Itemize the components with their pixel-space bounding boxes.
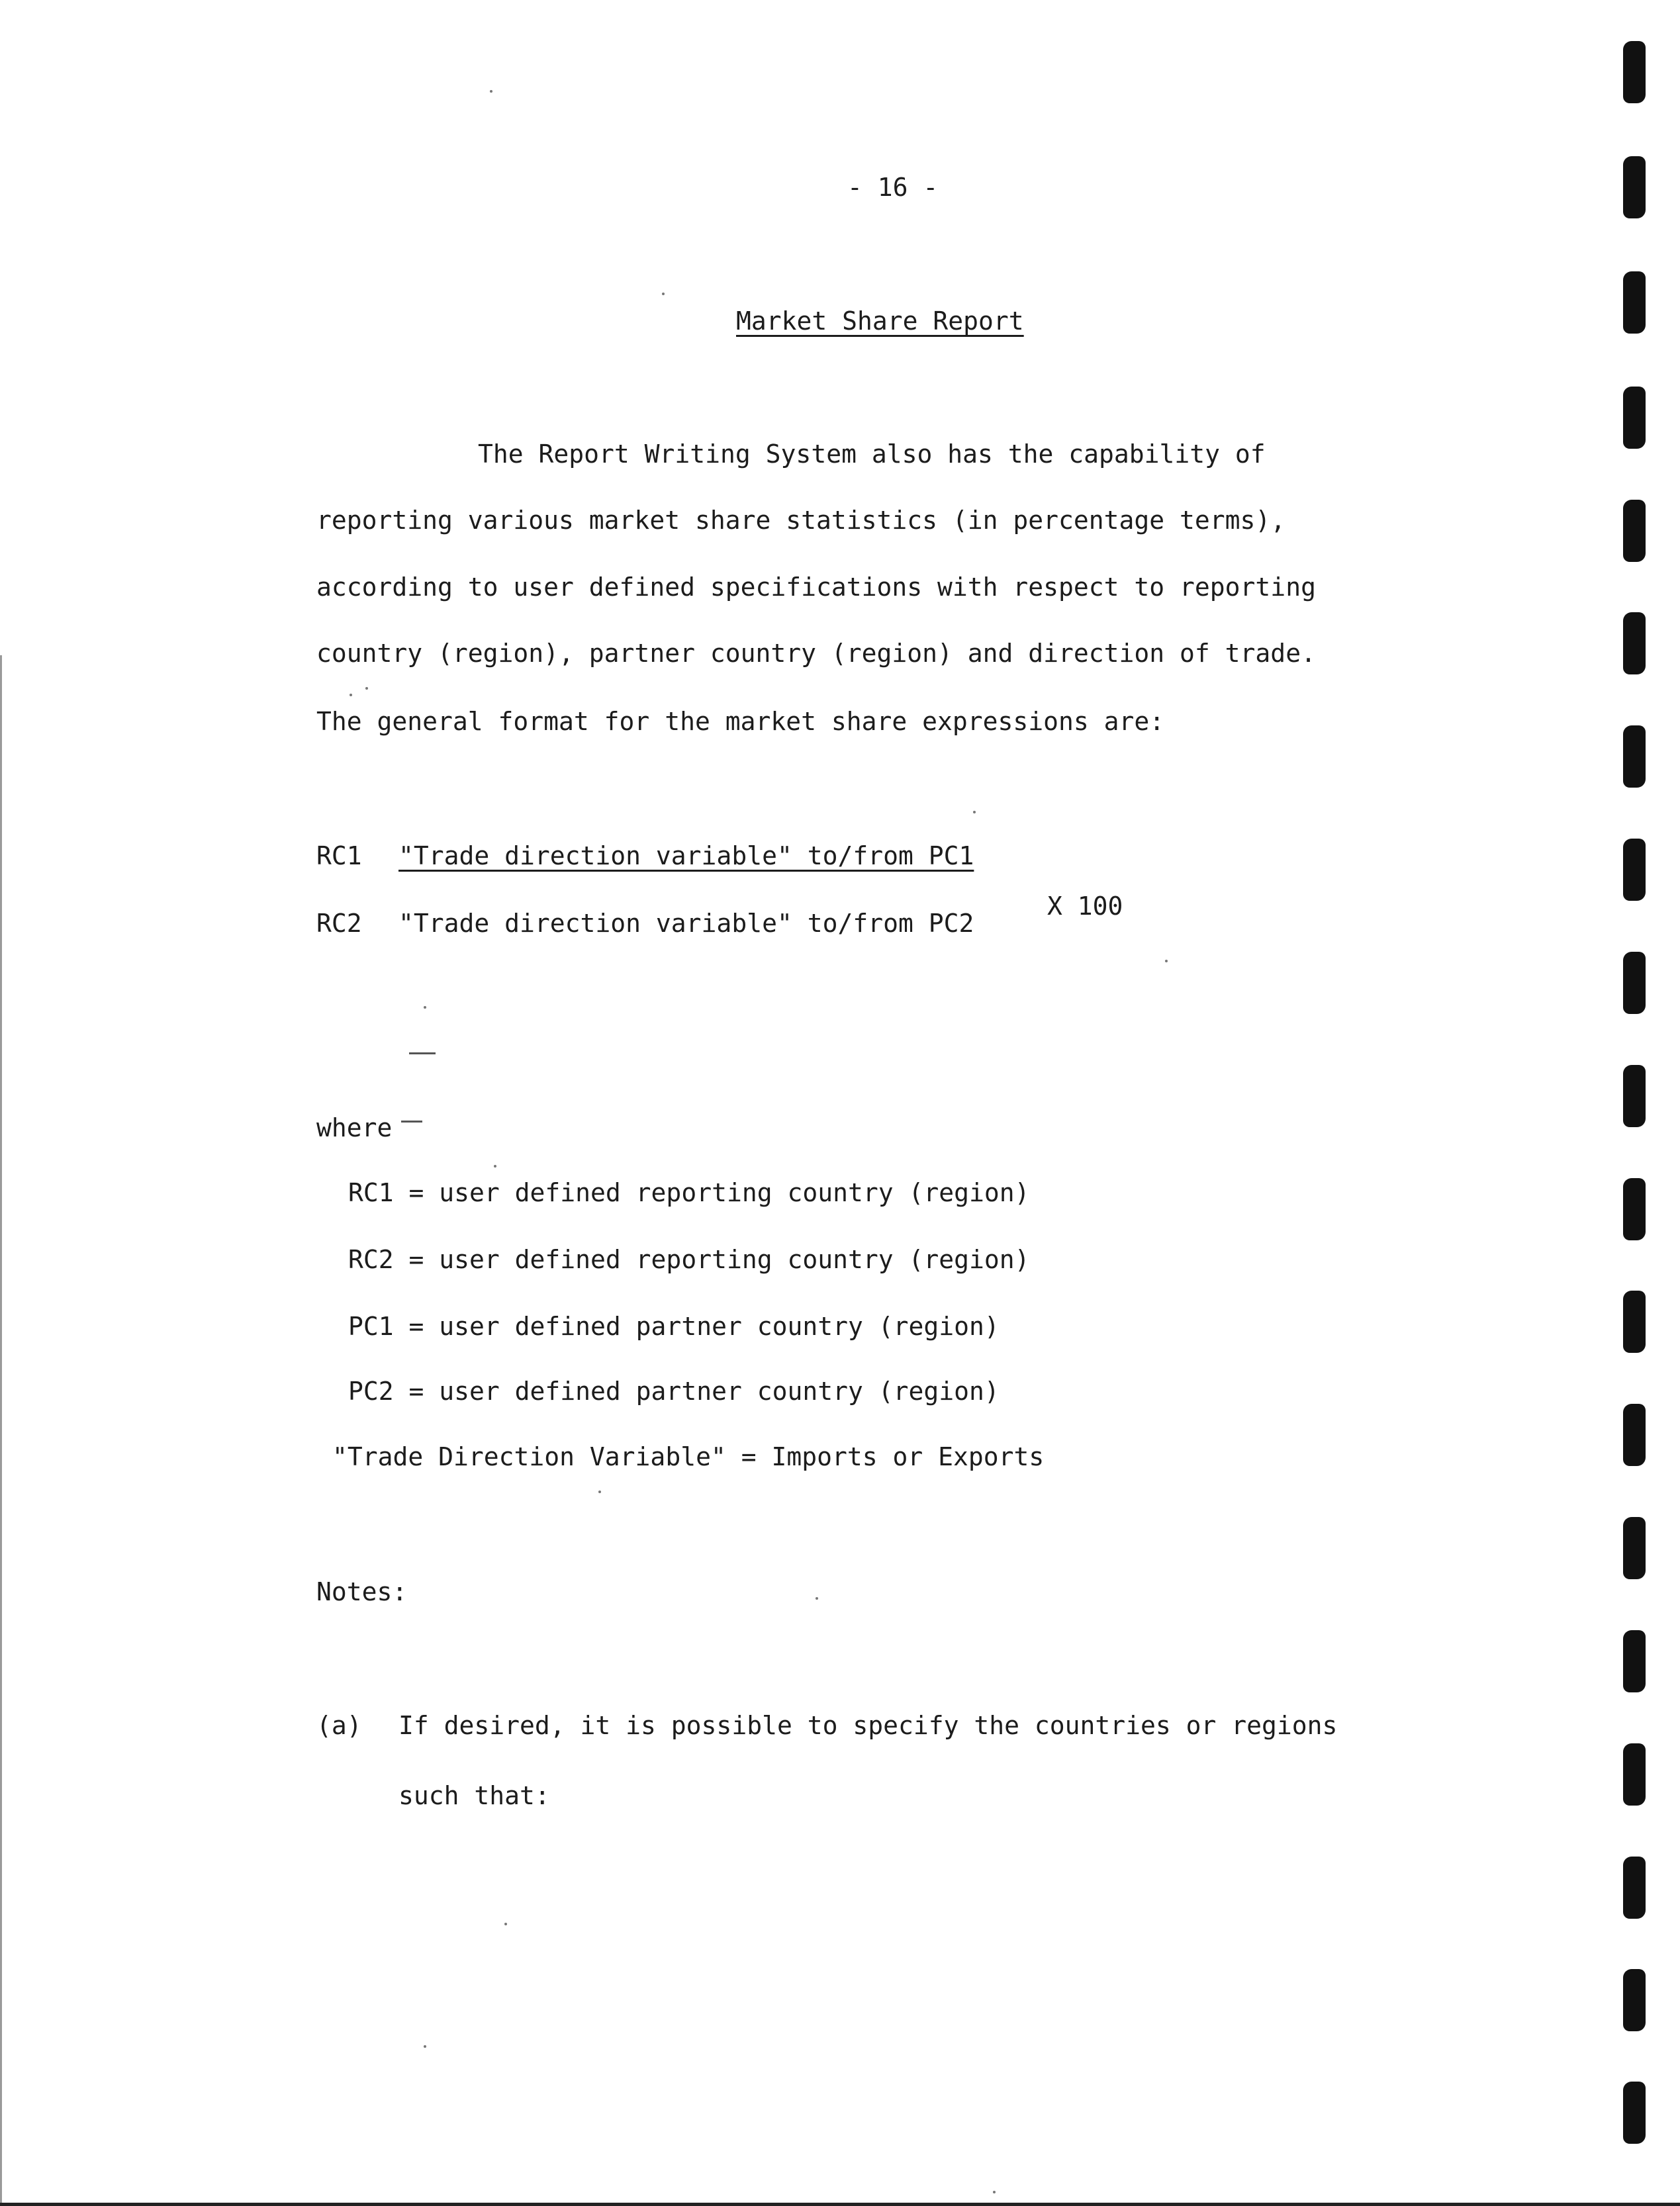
paragraph-line: The Report Writing System also has the capability of <box>478 439 1266 469</box>
definition-item: RC2 = user defined reporting country (region) <box>348 1245 1030 1274</box>
speck <box>490 90 492 93</box>
speck <box>494 1165 496 1168</box>
punch-hole <box>1623 1404 1646 1466</box>
punch-hole <box>1623 1517 1646 1579</box>
speck <box>598 1491 601 1493</box>
speck <box>424 1006 426 1009</box>
definition-item: PC2 = user defined partner country (region) <box>348 1377 1000 1406</box>
punch-hole <box>1623 1630 1646 1692</box>
punch-hole <box>1623 1969 1646 2031</box>
stray-mark <box>409 1052 436 1054</box>
punch-hole <box>1623 839 1646 901</box>
scan-left-edge <box>0 655 2 2206</box>
punch-hole <box>1623 725 1646 788</box>
note-marker: (a) <box>316 1711 362 1740</box>
punch-hole <box>1623 500 1646 562</box>
denominator-expression: "Trade direction variable" to/from PC2 <box>398 909 974 938</box>
paragraph-line: reporting various market share statistics (in percentage terms), <box>316 506 1286 535</box>
definition-item: PC1 = user defined partner country (region) <box>348 1312 1000 1341</box>
paragraph-line: according to user defined specifications with respect to reporting <box>316 573 1316 602</box>
speck <box>973 811 976 813</box>
multiplier: X 100 <box>1047 892 1123 921</box>
punch-hole <box>1623 156 1646 218</box>
punch-hole <box>1623 2082 1646 2144</box>
punch-hole <box>1623 1065 1646 1127</box>
speck <box>1165 960 1168 962</box>
speck <box>993 2191 996 2193</box>
speck <box>504 1923 507 1925</box>
denominator-label: RC2 <box>316 909 362 938</box>
paragraph-line: The general format for the market share expressions are: <box>316 707 1165 736</box>
punch-hole <box>1623 612 1646 674</box>
paragraph-line: country (region), partner country (region) and direction of trade. <box>316 639 1316 668</box>
speck <box>662 293 665 295</box>
speck <box>350 694 352 696</box>
punch-hole <box>1623 1291 1646 1353</box>
note-text: such that: <box>398 1781 550 1810</box>
punch-hole <box>1623 952 1646 1014</box>
numerator-label: RC1 <box>316 841 362 870</box>
definition-item: "Trade Direction Variable" = Imports or Exports <box>332 1442 1045 1471</box>
punch-hole <box>1623 387 1646 449</box>
speck <box>424 2045 426 2048</box>
punch-hole <box>1623 1743 1646 1806</box>
page-number: - 16 - <box>847 173 939 202</box>
where-label: where <box>316 1113 393 1142</box>
punch-hole <box>1623 1857 1646 1919</box>
punch-hole <box>1623 271 1646 334</box>
punch-hole <box>1623 1178 1646 1240</box>
stray-mark <box>401 1121 422 1123</box>
page-title: Market Share Report <box>736 306 1024 336</box>
speck <box>816 1597 818 1600</box>
speck <box>365 687 368 690</box>
note-text: If desired, it is possible to specify the countries or regions <box>398 1711 1338 1740</box>
punch-hole <box>1623 41 1646 103</box>
numerator-expression: "Trade direction variable" to/from PC1 <box>398 841 974 870</box>
scan-bottom-edge <box>0 2203 1680 2206</box>
notes-heading: Notes: <box>316 1577 408 1606</box>
definition-item: RC1 = user defined reporting country (region) <box>348 1178 1030 1207</box>
